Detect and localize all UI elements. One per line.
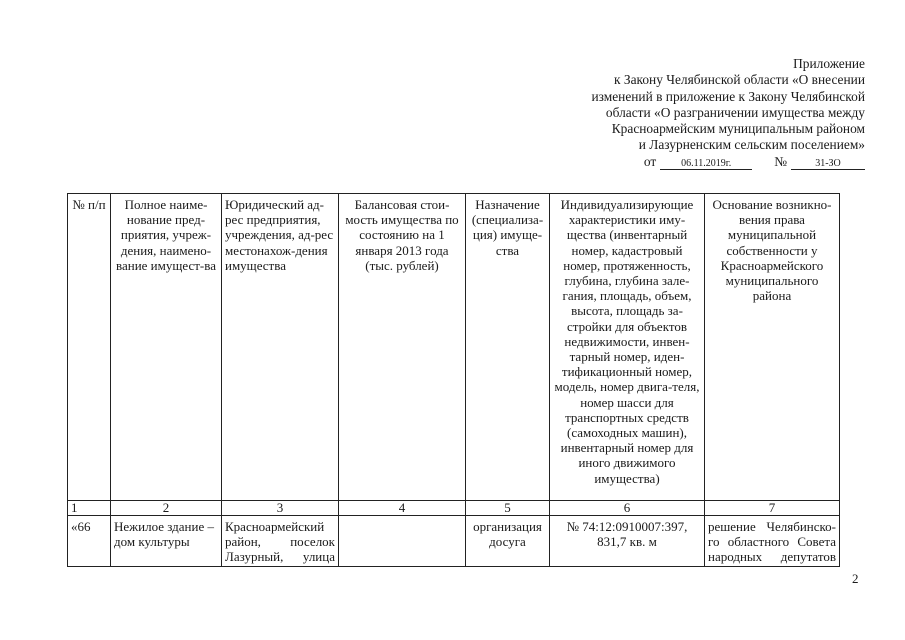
header-line: Красноармейским муниципальным районом [611, 121, 865, 137]
date-prefix: от [643, 153, 657, 169]
header-cell-purpose: Назначение (специализа-ция) имуще-ства [466, 194, 550, 501]
column-number: 6 [550, 501, 705, 516]
header-cell-number: № п/п [68, 194, 111, 501]
row-characteristics: № 74:12:0910007:397, 831,7 кв. м [550, 516, 705, 567]
header-cell-balance: Балансовая стои-мость имущества по состоянию на 1 января 2013 года (тыс. рублей) [339, 194, 466, 501]
column-number: 3 [222, 501, 339, 516]
row-name: Нежилое здание – дом культуры [111, 516, 222, 567]
row-number: «66 [68, 516, 111, 567]
header-line: и Лазурненским сельским поселением» [638, 137, 865, 153]
column-number: 2 [111, 501, 222, 516]
table-row [68, 516, 840, 567]
header-title: Приложение [793, 56, 865, 71]
header-line: изменений в приложение к Закону Челябинской [591, 88, 865, 104]
row-basis: решение Челябинско-го областного Совета народных депутатов [705, 516, 840, 567]
header-line: области «О разграничении имущества между [605, 104, 865, 120]
property-table [67, 193, 840, 567]
column-number: 4 [339, 501, 466, 516]
header-cell-name: Полное наиме-нование пред-приятия, учреж-дения, наимено-вание имущест-ва [111, 194, 222, 501]
date-value: 06.11.2019г. [660, 158, 752, 170]
header-cell-basis: Основание возникно-вения права муниципальной собственности у Красноармейского муниципального района [705, 194, 840, 501]
number-prefix: № [774, 153, 787, 169]
column-number: 5 [466, 501, 550, 516]
number-value: 31-ЗО [791, 158, 865, 170]
header-line: к Закону Челябинской области «О внесении [614, 72, 865, 88]
header-cell-characteristics: Индивидуализирующие характеристики иму-щества (инвентарный номер, кадастровый номер, протяженность, глубина, глубина зале-гания, площадь, объем, высота, площадь за-стройки для объектов недвижимости, инвен-тарный номер, иден-тификационный номер, модель, номер двига-теля, номер шасси для транспортных средств (самоходных машин), инвентарный номер для иного движимого имущества) [550, 194, 705, 501]
column-number-row [68, 501, 840, 516]
row-address: Красноармейский район, поселок Лазурный, улица [222, 516, 339, 567]
document-header [535, 56, 865, 170]
column-number: 7 [705, 501, 840, 516]
table-header-row [68, 194, 840, 501]
page-number: 2 [852, 571, 859, 586]
date-number-line [535, 154, 865, 170]
row-purpose: организация досуга [466, 516, 550, 567]
header-cell-address: Юридический ад-рес предприятия, учреждения, ад-рес местонахож-дения имущества [222, 194, 339, 501]
row-balance [339, 516, 466, 567]
column-number: 1 [68, 501, 111, 516]
